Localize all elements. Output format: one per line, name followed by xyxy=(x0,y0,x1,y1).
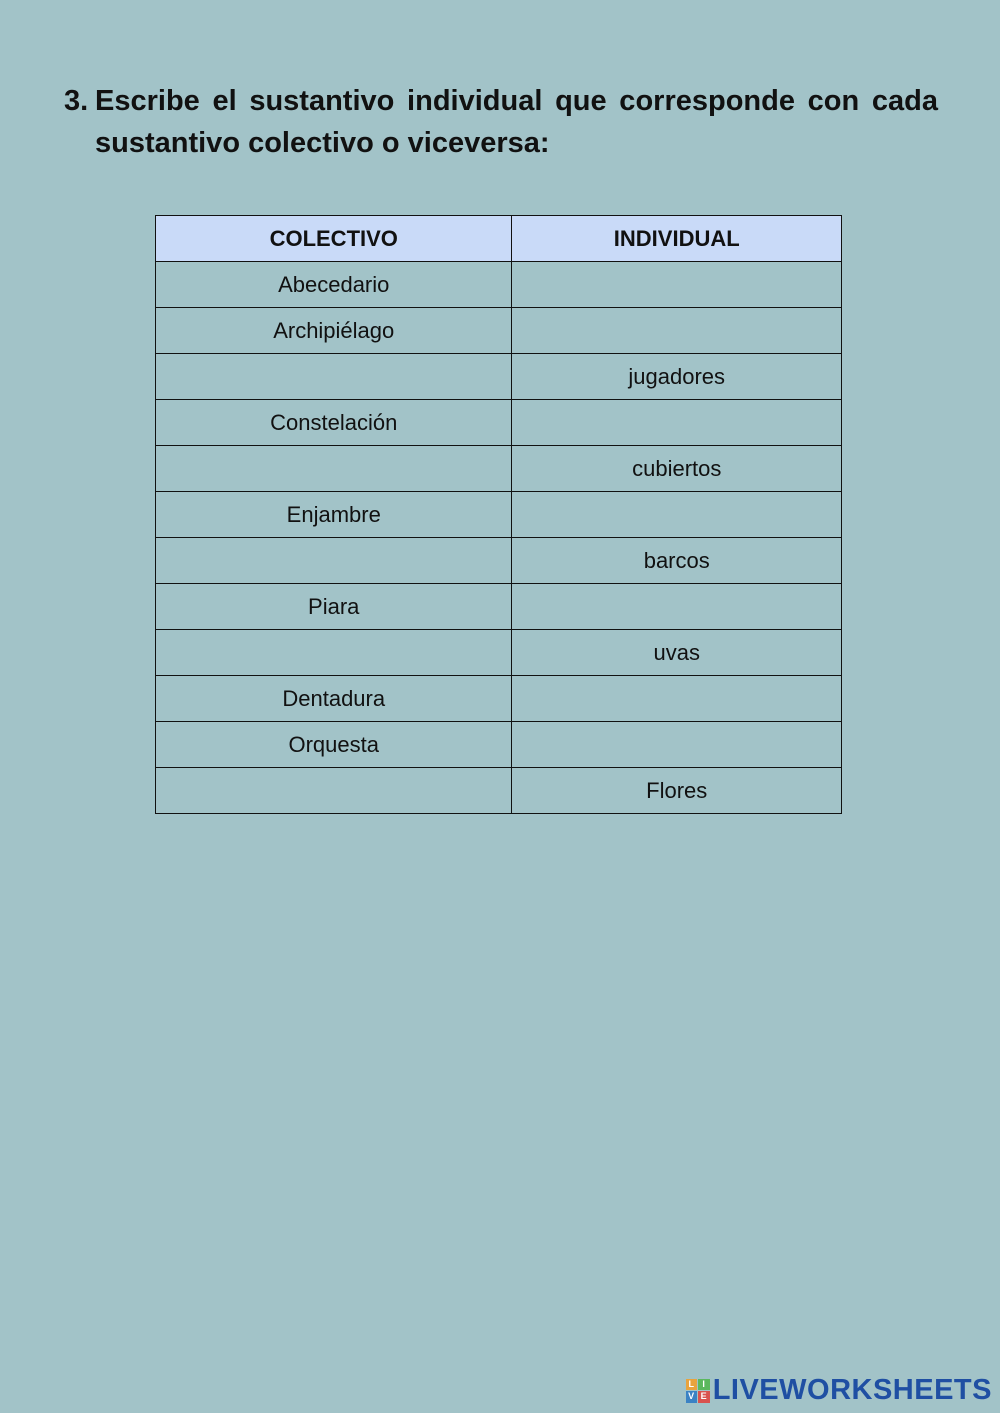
colectivo-cell: Piara xyxy=(156,584,512,630)
exercise-instruction xyxy=(64,80,938,164)
logo-letter-tile: V xyxy=(686,1391,698,1403)
colectivo-answer-field[interactable] xyxy=(156,630,512,676)
liveworksheets-logo-icon xyxy=(686,1379,710,1403)
table-row xyxy=(156,400,842,446)
colectivo-cell: Abecedario xyxy=(156,262,512,308)
logo-letter-tile: L xyxy=(686,1379,698,1391)
individual-answer-field[interactable] xyxy=(512,400,842,446)
header-individual: INDIVIDUAL xyxy=(512,216,842,262)
exercise-number: 3. xyxy=(64,85,89,117)
table-row xyxy=(156,446,842,492)
table-row xyxy=(156,768,842,814)
exercise-text: Escribe el sustantivo individual que corresponde con cada sustantivo colectivo o viceversa: xyxy=(95,85,938,159)
table-body xyxy=(156,262,842,814)
individual-cell: jugadores xyxy=(512,354,842,400)
individual-answer-field[interactable] xyxy=(512,584,842,630)
colectivo-answer-field[interactable] xyxy=(156,446,512,492)
individual-answer-field[interactable] xyxy=(512,676,842,722)
table-row xyxy=(156,630,842,676)
colectivo-answer-field[interactable] xyxy=(156,538,512,584)
nouns-table xyxy=(155,215,842,814)
colectivo-cell: Archipiélago xyxy=(156,308,512,354)
individual-cell: uvas xyxy=(512,630,842,676)
colectivo-cell: Orquesta xyxy=(156,722,512,768)
individual-answer-field[interactable] xyxy=(512,262,842,308)
individual-answer-field[interactable] xyxy=(512,492,842,538)
individual-cell: cubiertos xyxy=(512,446,842,492)
table-row xyxy=(156,262,842,308)
logo-letter-tile: I xyxy=(698,1379,710,1391)
logo-letter-tile: E xyxy=(698,1391,710,1403)
colectivo-answer-field[interactable] xyxy=(156,768,512,814)
table-row xyxy=(156,354,842,400)
individual-cell: Flores xyxy=(512,768,842,814)
individual-answer-field[interactable] xyxy=(512,308,842,354)
individual-answer-field[interactable] xyxy=(512,722,842,768)
colectivo-cell: Constelación xyxy=(156,400,512,446)
individual-cell: barcos xyxy=(512,538,842,584)
liveworksheets-logo xyxy=(686,1374,992,1407)
colectivo-cell: Enjambre xyxy=(156,492,512,538)
table-row xyxy=(156,584,842,630)
table-row xyxy=(156,722,842,768)
colectivo-answer-field[interactable] xyxy=(156,354,512,400)
colectivo-cell: Dentadura xyxy=(156,676,512,722)
table-row xyxy=(156,676,842,722)
brand-name: LIVEWORKSHEETS xyxy=(712,1374,992,1406)
table-row xyxy=(156,538,842,584)
table-header-row xyxy=(156,216,842,262)
header-colectivo: COLECTIVO xyxy=(156,216,512,262)
table-row xyxy=(156,492,842,538)
table-row xyxy=(156,308,842,354)
